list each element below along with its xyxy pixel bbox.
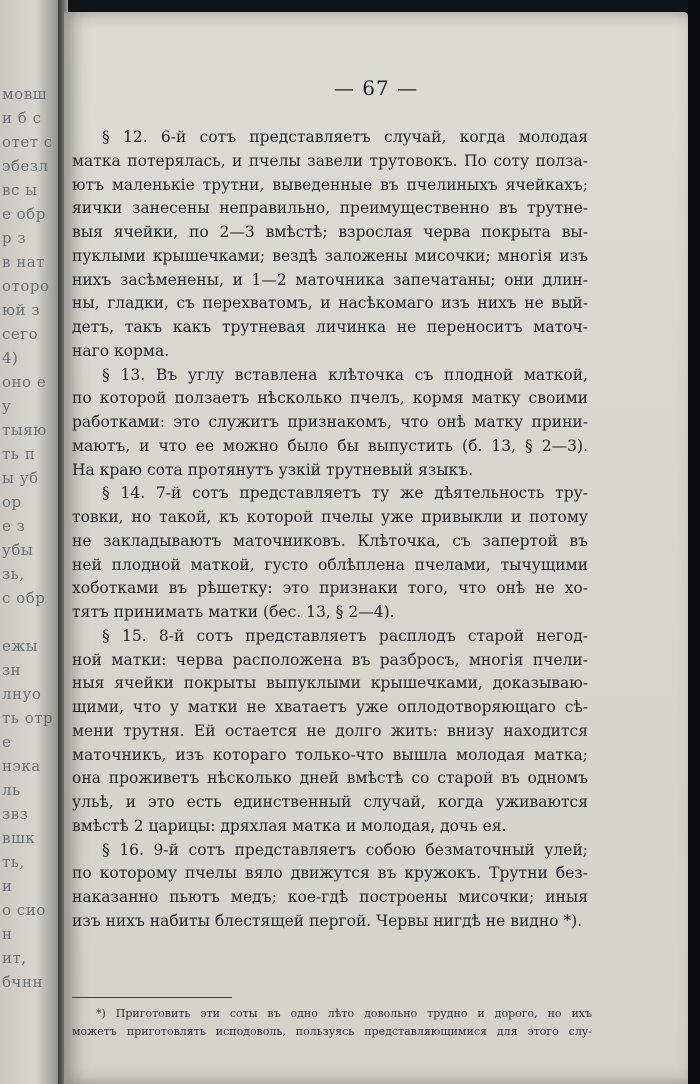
text-line: ней плодной маткой, густо облѣплена пчелами, тычущими: [72, 555, 588, 574]
text-line: мени трутня. Ей остается не долго жить: внизу находится: [72, 721, 588, 740]
left-page-fragment: вс ы: [2, 181, 38, 199]
left-page-fragment: ть отр: [2, 709, 54, 727]
left-page-fragment: в нат: [2, 253, 45, 271]
left-page-fragment: ежы: [2, 637, 39, 655]
left-page-fragment: ор: [2, 493, 22, 511]
text-line: тятъ принимать матки (бес. 13, § 2—4).: [72, 603, 395, 621]
text-line: § 13. Въ углу вставлена клѣточка съ плодной маткой,: [102, 365, 588, 384]
text-line: маточникъ, изъ котораго только-что вышла молодая матка;: [72, 745, 588, 764]
left-page-fragment: вшк: [2, 829, 36, 847]
text-line: не закладываютъ маточниковъ. Клѣточка, съ запертой въ: [72, 531, 588, 550]
left-page-fragment: о сио: [2, 901, 46, 919]
left-page-fragment: лнуо: [2, 685, 42, 703]
left-page-fragment: у: [2, 397, 12, 415]
book-page: [64, 12, 688, 1084]
left-page-fragment: звз: [2, 805, 29, 823]
left-page-fragment: сего: [2, 325, 39, 343]
text-line: ной матки: черва расположена въ разбросъ, многія пчели-: [72, 650, 588, 669]
left-page-fragment: е: [2, 733, 12, 751]
left-page-fragment: р з: [2, 229, 27, 247]
text-line: пуклыми крышечками; вездѣ заложены мисочки; многія изъ: [72, 246, 588, 265]
text-line: ныя ячейки покрыты выпуклыми крышечками, доказываю-: [72, 674, 588, 693]
text-line: § 15. 8-й сотъ представляетъ расплодъ старой негод-: [102, 626, 588, 645]
footnote-divider: [72, 997, 232, 998]
text-line: ульѣ, и это есть единственный случай, когда уживаются: [72, 793, 588, 811]
left-page-fragment: мовш: [2, 85, 48, 103]
left-page-fragment: ы уб: [2, 469, 39, 487]
left-page-fragment: и: [2, 877, 13, 895]
text-line: нихъ засѣменены, и 1—2 маточника запечатаны; они длин-: [72, 270, 588, 289]
left-page-fragment: эбезл: [2, 157, 49, 175]
left-page-fragment: оторо: [2, 277, 50, 295]
background-edge: [688, 0, 700, 1084]
left-page-fragment: бчнн: [2, 973, 43, 991]
text-line: яички занесены неправильно, преимущественно въ трутне-: [72, 199, 588, 218]
text-line: маютъ, и что ее можно было бы выпустить (б. 13, § 2—3).: [72, 436, 588, 455]
left-page-fragment: нэка: [2, 757, 41, 775]
text-line: работками: это служитъ признакомъ, что онѣ матку прини-: [72, 413, 588, 431]
left-page-fragment: е обр: [2, 205, 46, 223]
left-page-fragment: ль: [2, 781, 21, 799]
left-page-fragment: оно е: [2, 373, 47, 391]
footnote-line: *) Приготовить эти соты въ одно лѣто довольно трудно и дорого, но ихъ: [96, 1007, 592, 1020]
text-line: выя ячейки, по 2—3 вмѣстѣ; взрослая черва покрыта вы-: [72, 223, 588, 241]
text-line: ютъ маленькіе трутни, выведенные въ пчелиныхъ ячейкахъ;: [72, 175, 588, 194]
left-page-fragment: ть п: [2, 445, 36, 463]
text-line: наго корма.: [72, 341, 170, 360]
text-line: наказанно пьютъ медъ; кое-гдѣ построены мисочки; иныя: [72, 888, 588, 906]
footnote: [72, 1005, 592, 1041]
left-page-fragment: юй з: [2, 301, 41, 319]
adjacent-left-page: [0, 0, 64, 1084]
text-line: § 14. 7-й сотъ представляетъ ту же дѣятельность тру-: [102, 484, 588, 503]
left-page-fragment: с обр: [2, 589, 46, 607]
text-line: ны, гладки, съ перехватомъ, и насѣкомаго изъ нихъ не вый-: [72, 294, 588, 313]
page-body-text: [64, 126, 588, 934]
text-line: изъ нихъ набиты блестящей пергой. Червы нигдѣ не видно *).: [72, 911, 583, 930]
footnote-line: можетъ приготовлять исподоволь, пользуясь представляющимися для этого слу-: [72, 1025, 592, 1038]
left-page-fragment: н: [2, 925, 13, 943]
left-page-fragment: отет с: [2, 133, 53, 151]
left-page-fragment: ть,: [2, 853, 25, 871]
left-page-fragment: тыяю: [2, 421, 47, 439]
left-page-fragment: е з: [2, 517, 26, 535]
text-line: хоботками въ рѣшетку: это признаки того, что онѣ не хо-: [72, 579, 588, 598]
text-line: вмѣстѣ 2 царицы: дряхлая матка и молодая, дочь ея.: [72, 816, 507, 835]
left-page-fragment: зь,: [2, 565, 25, 583]
text-line: по которой ползаетъ нѣсколько пчелъ, кормя матку своими: [72, 389, 588, 408]
text-line: На краю сота протянутъ узкій трутневый языкъ.: [72, 460, 474, 479]
left-page-fragment: и б с: [2, 109, 42, 127]
text-line: по которому пчелы вяло движутся въ кружокъ. Трутни без-: [72, 864, 588, 883]
left-page-fragment: убы: [2, 541, 34, 559]
text-line: § 12. 6-й сотъ представляетъ случай, когда молодая: [102, 128, 588, 146]
page-number: — 67 —: [333, 76, 419, 100]
text-line: товки, но такой, къ которой пчелы уже привыкли и потому: [72, 508, 588, 526]
text-line: матка потерялась, и пчелы завели трутовокъ. По соту полза-: [72, 151, 588, 170]
left-page-fragment: зн: [2, 661, 22, 679]
text-line: детъ, такъ какъ трутневая личинка не переноситъ маточ-: [72, 318, 588, 336]
text-line: § 16. 9-й сотъ представляетъ собою безматочный улей;: [102, 840, 588, 859]
text-line: щими, что у матки не хватаетъ уже оплодотворяющаго сѣ-: [72, 698, 588, 716]
text-line: она проживетъ нѣсколько дней вмѣстѣ со старой въ одномъ: [72, 769, 588, 788]
left-page-fragment: 4): [2, 349, 19, 367]
left-page-fragment: ит,: [2, 949, 27, 967]
